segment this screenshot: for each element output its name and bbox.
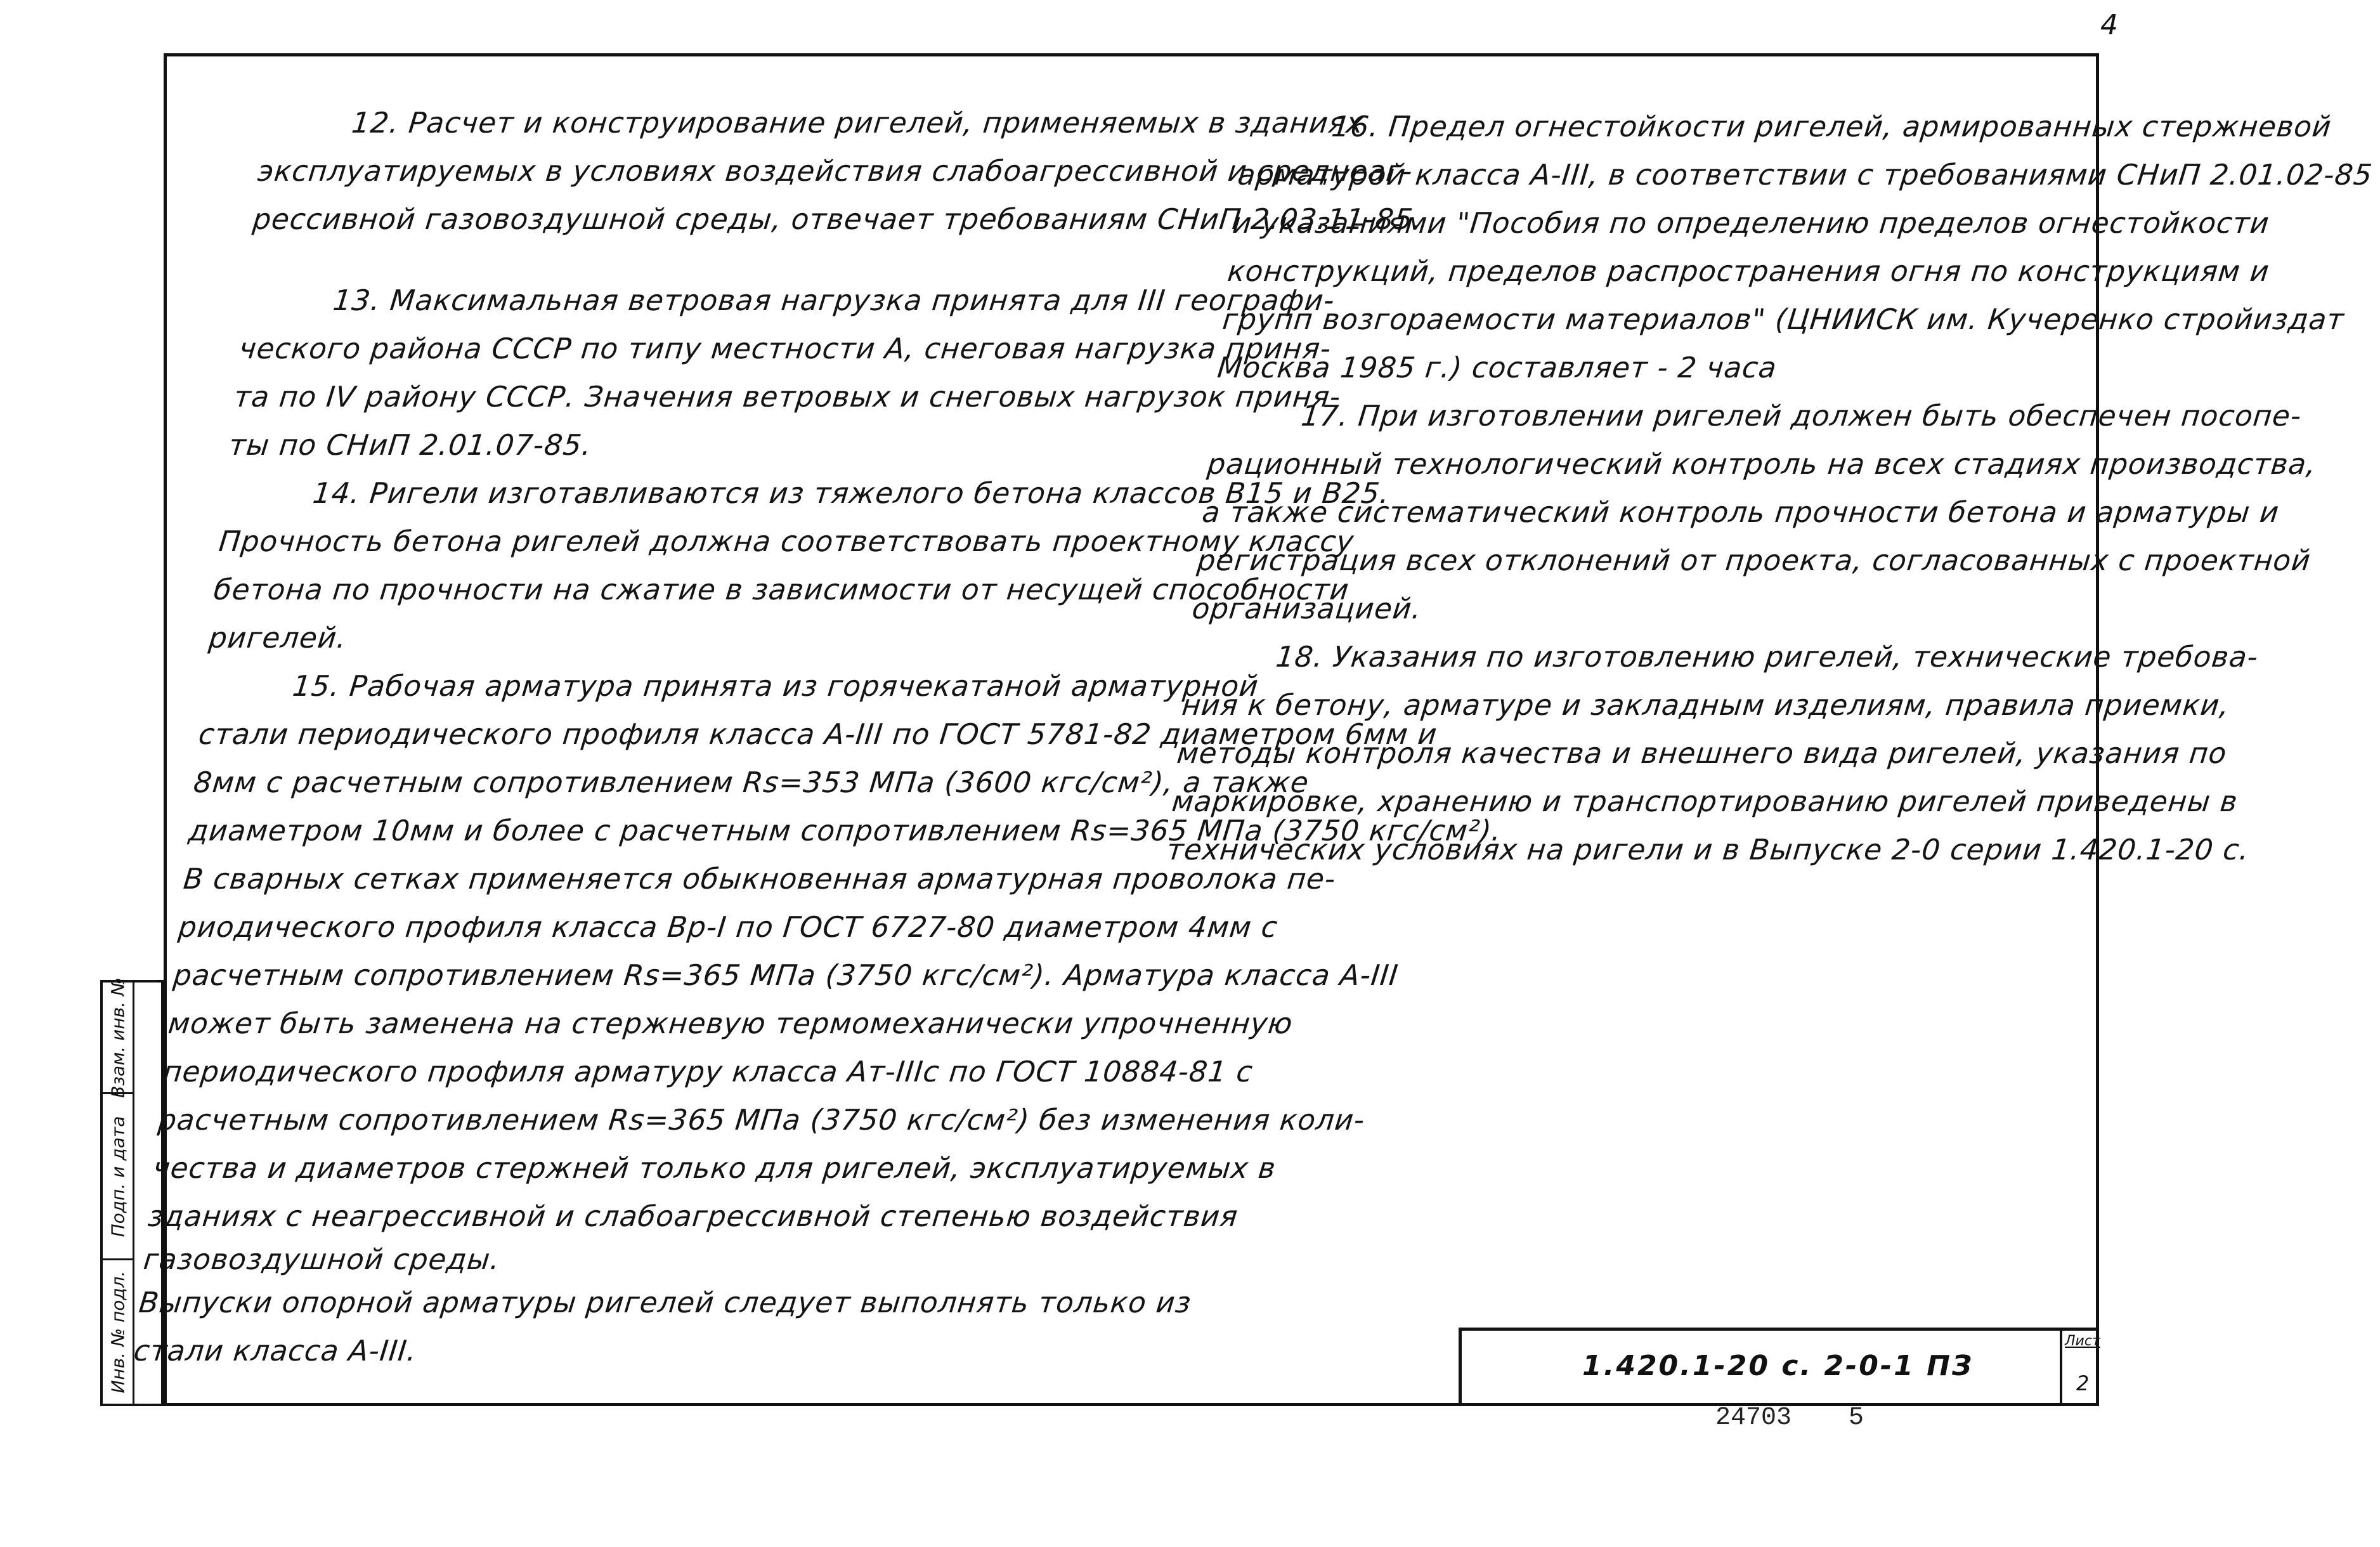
sidebar-label: Взам. инв. № bbox=[107, 977, 128, 1098]
text-line: 16. Предел огнестойкости ригелей, армированных стержневой bbox=[1330, 110, 2334, 143]
text-line: эксплуатируемых в условиях воздействия слабоагрессивной и среднеаг- bbox=[256, 154, 1415, 188]
text-line: конструкций, пределов распространения огня по конструкциям и bbox=[1226, 254, 2272, 288]
text-line: 8мм с расчетным сопротивлением Rs=353 МПа (3600 кгс/см²), а также bbox=[192, 766, 1311, 799]
text-line: Москва 1985 г.) составляет - 2 часа bbox=[1216, 351, 1779, 384]
text-line: маркировке, хранению и транспортированию ригелей приведены в bbox=[1170, 785, 2240, 818]
text-line: ригелей. bbox=[207, 621, 349, 655]
text-line: а также систематический контроль прочности бетона и арматуры и bbox=[1200, 495, 2281, 529]
text-line: 15. Рабочая арматура принята из горячекатаной арматурной bbox=[290, 669, 1261, 703]
sidebar-label-column bbox=[103, 977, 134, 1404]
text-line: рессивной газовоздушной среды, отвечает требованиям СНиП 2.03.11-85. bbox=[251, 202, 1425, 236]
text-line: Выпуски опорной арматуры ригелей следует выполнять только из bbox=[137, 1286, 1193, 1319]
text-line: может быть заменена на стержневую термомеханически упрочненную bbox=[166, 1007, 1295, 1040]
text-line: периодического профиля арматуру класса Ат-IIIс по ГОСТ 10884-81 с bbox=[161, 1055, 1255, 1088]
text-line: 13. Максимальная ветровая нагрузка принята для III географи- bbox=[331, 284, 1337, 317]
text-line: ния к бетону, арматуре и закладным изделиям, правила приемки, bbox=[1180, 688, 2232, 722]
text-line: 18. Указания по изготовлению ригелей, технические требова- bbox=[1274, 640, 2260, 674]
sidebar-cell bbox=[103, 1094, 133, 1260]
text-line: и указаниями "Пособия по определению пределов огнестойкости bbox=[1231, 206, 2272, 240]
text-line: диаметром 10мм и более с расчетным сопротивлением Rs=365 МПа (3750 кгс/см²). bbox=[186, 814, 1504, 847]
text-line: ты по СНиП 2.01.07-85. bbox=[227, 428, 594, 462]
sidebar-label: Инв. № подл. bbox=[107, 1270, 128, 1394]
text-line: методы контроля качества и внешнего вида ригелей, указания по bbox=[1175, 736, 2229, 770]
text-line: расчетным сопротивлением Rs=365 МПа (3750 кгс/см²). Арматура класса А-III bbox=[171, 958, 1400, 992]
archive-number: 24703 bbox=[1715, 1404, 1792, 1432]
sheet-number: 2 bbox=[2076, 1371, 2090, 1395]
sidebar-label: Подп. и дата bbox=[107, 1116, 128, 1237]
text-line: организацией. bbox=[1190, 592, 1424, 625]
text-line: технических условиях на ригели и в Выпуске 2-0 серии 1.420.1-20 с. bbox=[1165, 833, 2251, 866]
footer-page-number: 5 bbox=[1849, 1404, 1864, 1432]
sheet-label: Лист bbox=[2065, 1333, 2100, 1349]
text-line: стали периодического профиля класса А-III по ГОСТ 5781-82 диаметром 6мм и bbox=[197, 717, 1440, 751]
text-line: стали класса А-III. bbox=[132, 1334, 419, 1367]
text-line: регистрация всех отклонений от проекта, согласованных с проектной bbox=[1195, 544, 2313, 577]
text-line: 17. При изготовлении ригелей должен быть обеспечен посопе- bbox=[1299, 399, 2304, 433]
text-line: чества и диаметров стержней только для ригелей, эксплуатируемых в bbox=[151, 1151, 1278, 1185]
text-line: та по IV району СССР. Значения ветровых и снеговых нагрузок приня- bbox=[232, 380, 1343, 414]
text-line: риодического профиля класса Вр-I по ГОСТ 6727-80 диаметром 4мм с bbox=[176, 910, 1280, 944]
sidebar-cell bbox=[103, 1260, 133, 1404]
text-line: зданиях с неагрессивной и слабоагрессивной степенью воздействия bbox=[146, 1199, 1240, 1233]
text-line: газовоздушной среды. bbox=[141, 1243, 502, 1276]
text-line: ческого района СССР по типу местности А, снеговая нагрузка приня- bbox=[237, 332, 1334, 365]
sheet-box bbox=[2060, 1331, 2099, 1406]
text-line: Прочность бетона ригелей должна соответствовать проектному классу bbox=[217, 525, 1356, 558]
page-number: 4 bbox=[2100, 9, 2118, 41]
text-line: групп возгораемости материалов" (ЦНИИСК им. Кучеренко стройиздат bbox=[1221, 303, 2346, 336]
text-line: арматурой класса А-III, в соответствии с требованиями СНиП 2.01.02-85 bbox=[1236, 158, 2374, 192]
title-block-stamp bbox=[1459, 1328, 2099, 1406]
text-line: 12. Расчет и конструирование ригелей, применяемых в зданиях bbox=[350, 106, 1366, 140]
approval-sidebar bbox=[100, 977, 164, 1406]
text-line: рационный технологический контроль на всех стадиях производства, bbox=[1206, 447, 2318, 481]
document-code: 1.420.1-20 с. 2-0-1 ПЗ bbox=[1582, 1350, 1974, 1382]
text-line: бетона по прочности на сжатие в зависимости от несущей способности bbox=[212, 573, 1351, 606]
sidebar-cell bbox=[103, 977, 133, 1098]
right-text-column bbox=[1164, 103, 2380, 874]
text-line: В сварных сетках применяется обыкновенная арматурная проволока пе- bbox=[181, 862, 1338, 896]
text-line: расчетным сопротивлением Rs=365 МПа (3750 кгс/см²) без изменения коли- bbox=[156, 1103, 1367, 1137]
text-line: 14. Ригели изготавливаются из тяжелого бетона классов В15 и В25. bbox=[311, 476, 1392, 510]
